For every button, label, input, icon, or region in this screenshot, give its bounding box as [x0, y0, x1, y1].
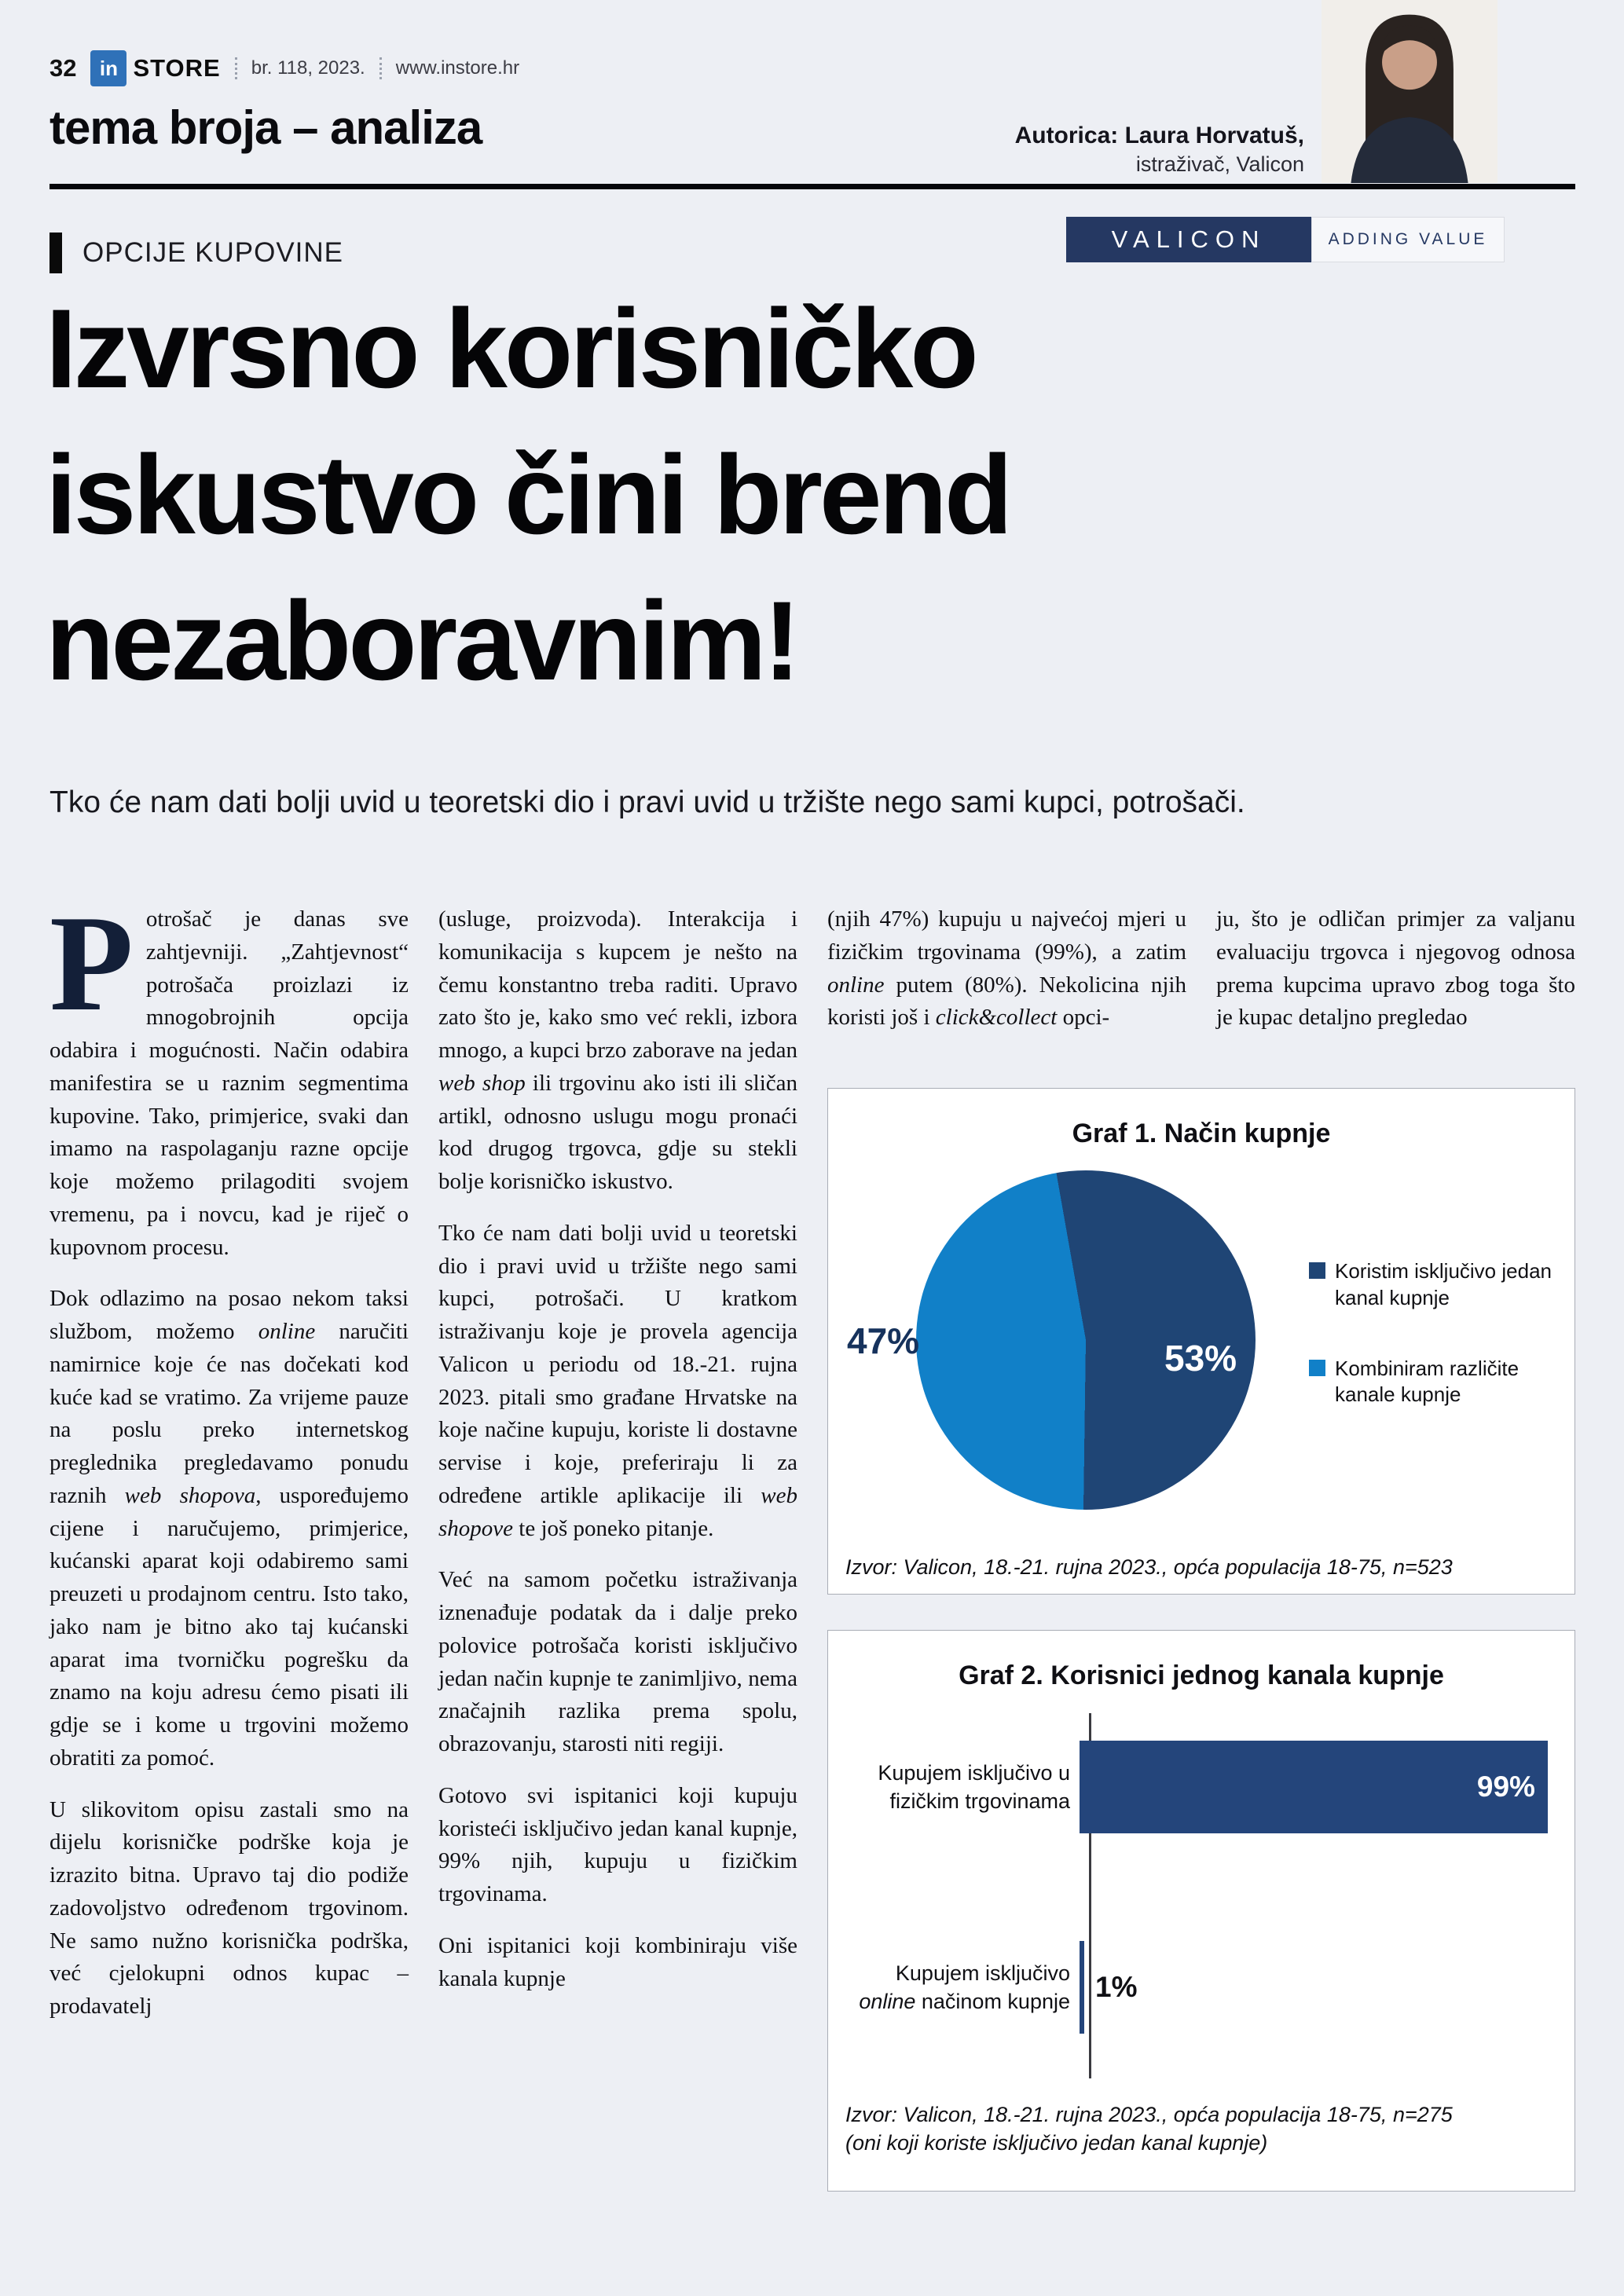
kicker-label: OPCIJE KUPOVINE: [82, 237, 344, 268]
text-segment: Gotovo svi ispitanici koji kupuju koristeći isključivo jedan kanal kupnje, 99% njih, kupuju u fizičkim trgovinama.: [438, 1782, 797, 1906]
article-paragraph: [438, 1564, 797, 1761]
legend-item: [1309, 1356, 1568, 1409]
text-segment: Tko će nam dati bolji uvid u teoretski dio i pravi uvid u tržište nego sami kupci, potrošači. U kratkom istraživanju koje je provela agencija Valicon u periodu od 18.-21. rujna 2023. pitali smo građane Hrvatske na koje načine kupuju, koriste li dostavne servise i koje, preferiraju li za određene artikle aplikacije ili: [438, 1220, 797, 1508]
author-name: Autorica: Laura Horvatuš,: [1014, 123, 1304, 148]
chart-graf2-title: Graf 2. Korisnici jednog kanala kupnje: [959, 1661, 1444, 1690]
text-segment: Već na samom početku istraživanja iznenađuje podatak da i dalje preko polovice potrošača koristi isključivo jedan način kupnje te zanimljivo, nema značajnih razlika prema spolu, obrazovanju, starosti niti regiji.: [438, 1567, 797, 1756]
italic-text: click&collect: [935, 1005, 1058, 1031]
italic-text: web shopove: [438, 1482, 797, 1541]
header-rule: [49, 184, 1575, 189]
text-segment: Kupujem isključivo: [895, 1961, 1070, 1985]
text-segment: opci-: [1057, 1005, 1110, 1031]
bar-rows: [852, 1741, 1553, 2141]
instore-logo-text: STORE: [133, 54, 221, 82]
legend-swatch: [1309, 1262, 1325, 1279]
headline-line: nezaboravnim!: [46, 578, 798, 704]
italic-text: web shopova: [124, 1482, 256, 1508]
chart-graf2: [827, 1630, 1575, 2192]
article-paragraph: [438, 1218, 797, 1546]
kicker-bar: [49, 233, 62, 273]
header: [49, 50, 519, 86]
valicon-logo: [1066, 217, 1505, 262]
italic-text: online: [859, 1990, 916, 2013]
chart-graf1: [827, 1088, 1575, 1595]
bar-track: [1080, 1741, 1553, 1833]
text-segment: naručiti namirnice koje će nas dočekati kod kuće kad se vratimo. Za vrijeme pauze na poslu preko internetskog preglednika pregledavamo ponudu raznih: [49, 1319, 409, 1508]
article-column-2: [438, 903, 797, 2014]
article-paragraph: [1216, 903, 1575, 1034]
article-paragraph: [438, 903, 797, 1199]
legend-label: Koristim isključivo jedan kanal kupnje: [1335, 1259, 1552, 1309]
article-paragraph: [49, 1794, 409, 2023]
text-segment: načinom kupnje: [915, 1990, 1070, 2013]
chart-graf1-title: Graf 1. Način kupnje: [1072, 1119, 1331, 1148]
text-segment: otrošač je danas sve zahtjevniji. „Zahtjevnost“ potrošača proizlazi iz mnogobrojnih opcija odabira i mogućnosti. Način odabira manifestira se u raznim segmentima kupovine. Tako, primjerice, svaki dan imamo na raspolaganju razne opcije koje možemo prilagoditi svojem vremenu, pa i novcu, kad je riječ o kupovnom procesu.: [49, 906, 409, 1260]
bar-category-label: [852, 1759, 1080, 1816]
bar: [1080, 1941, 1138, 2034]
kicker: [49, 233, 343, 273]
author-role: istraživač, Valicon: [1135, 152, 1304, 176]
headline-line: Izvrsno korisničko: [46, 287, 976, 412]
chart-graf1-source: Izvor: Valicon, 18.-21. rujna 2023., opća populacija 18-75, n=523: [845, 1555, 1453, 1579]
pie-value-label: 53%: [1164, 1338, 1237, 1379]
section-title: tema broja – analiza: [49, 101, 482, 154]
legend-item: [1309, 1258, 1568, 1312]
article-paragraph: [49, 887, 409, 1264]
author-photo: [1322, 0, 1498, 183]
article-paragraph: [438, 1780, 797, 1911]
legend-swatch: [1309, 1360, 1325, 1376]
article-column-3: [827, 903, 1186, 1053]
pie-value-label: 47%: [847, 1320, 920, 1361]
bar-row: [852, 1741, 1553, 1833]
valicon-wordmark: VALICON: [1066, 217, 1311, 262]
article-column-1: [49, 887, 409, 2042]
bar-value-label: 1%: [1095, 1971, 1138, 2003]
legend-label: Kombiniram različite kanale kupnje: [1335, 1356, 1520, 1407]
bar-track: [1080, 1941, 1553, 2034]
page-number: 32: [49, 54, 77, 82]
issue-number: br. 118, 2023.: [235, 57, 365, 79]
drop-cap: P: [49, 887, 134, 1039]
bar-row: [852, 1941, 1553, 2034]
headline: [46, 276, 1010, 715]
article-standfirst: Tko će nam dati bolji uvid u teoretski dio i pravi uvid u tržište nego sami kupci, potrošači.: [49, 785, 1245, 819]
chart-graf2-source-line: (oni koji koriste isključivo jedan kanal kupnje): [845, 2131, 1268, 2155]
text-segment: U slikovitom opisu zastali smo na dijelu korisničke podrške koja je izrazito bitna. Upravo taj dio podiže zadovoljstvo određenom trgovinom. Ne samo nužno korisnička podrška, već cjelokupni odnos kupac – prodavatelj: [49, 1796, 409, 2019]
bar-value-label: 99%: [1476, 1771, 1535, 1803]
italic-text: web shop: [438, 1070, 526, 1096]
instore-logo-icon: in: [90, 50, 126, 86]
bar: [1080, 1741, 1548, 1833]
article-paragraph: [827, 903, 1186, 1034]
article-paragraph: [49, 1283, 409, 1774]
text-segment: Oni ispitanici koji kombiniraju više kanala kupnje: [438, 1932, 797, 1991]
valicon-tagline: ADDING VALUE: [1311, 217, 1505, 262]
text-segment: Kupujem isključivo u fizičkim trgovinama: [878, 1760, 1070, 1813]
author-block: [1015, 123, 1304, 177]
text-segment: (njih 47%) kupuju u najvećoj mjeri u fizičkim trgovinama (99%), a zatim: [827, 906, 1186, 965]
website-url: www.instore.hr: [379, 57, 519, 79]
pie-legend: [1309, 1258, 1568, 1452]
text-segment: te još poneko pitanje.: [513, 1515, 714, 1541]
instore-logo: [90, 50, 220, 86]
italic-text: online: [827, 972, 885, 998]
article-paragraph: [438, 1930, 797, 1996]
chart-graf2-source-line: Izvor: Valicon, 18.-21. rujna 2023., opća populacija 18-75, n=275: [845, 2103, 1453, 2126]
text-segment: , uspoređujemo cijene i naručujemo, primjerice, kućanski aparat koji odabiremo sami preuzeti u prodajnom centru. Isto tako, jako nam je bitno ako taj kućanski aparat ima tvorničku pogrešku da znamo na koju adresu ćemo pisati ili gdje se i kome u trgovini možemo obratiti za pomoć.: [49, 1482, 409, 1771]
italic-text: online: [258, 1319, 316, 1344]
text-segment: ju, što je odličan primjer za valjanu evaluaciju trgovca i njegovog odnosa prema kupcima upravo zbog toga što je kupac detaljno pregledao: [1216, 906, 1575, 1031]
text-segment: putem (80%). Nekolicina njih koristi još i: [827, 972, 1186, 1031]
bar-category-label: [852, 1959, 1080, 2016]
text-segment: Dok odlazimo na posao nekom taksi službom, možemo: [49, 1286, 409, 1344]
author-photo-illustration: [1322, 0, 1498, 183]
chart-graf2-source: [845, 2100, 1453, 2158]
charts-area: [827, 1088, 1575, 2192]
text-segment: ili trgovinu ako isti ili sličan artikl, odnosno uslugu mogu pronaći kod drugog trgovca, gdje su stekli bolje korisničko iskustvo.: [438, 1070, 798, 1194]
headline-line: iskustvo čini brend: [46, 432, 1010, 558]
text-segment: (usluge, proizvoda). Interakcija i komunikacija s kupcem je nešto na čemu konstantno treba raditi. Upravo zato što je, kako smo već rekli, izbora mnogo, a kupci brzo zaborave na jedan: [438, 906, 797, 1063]
article-column-4: [1216, 903, 1575, 1053]
